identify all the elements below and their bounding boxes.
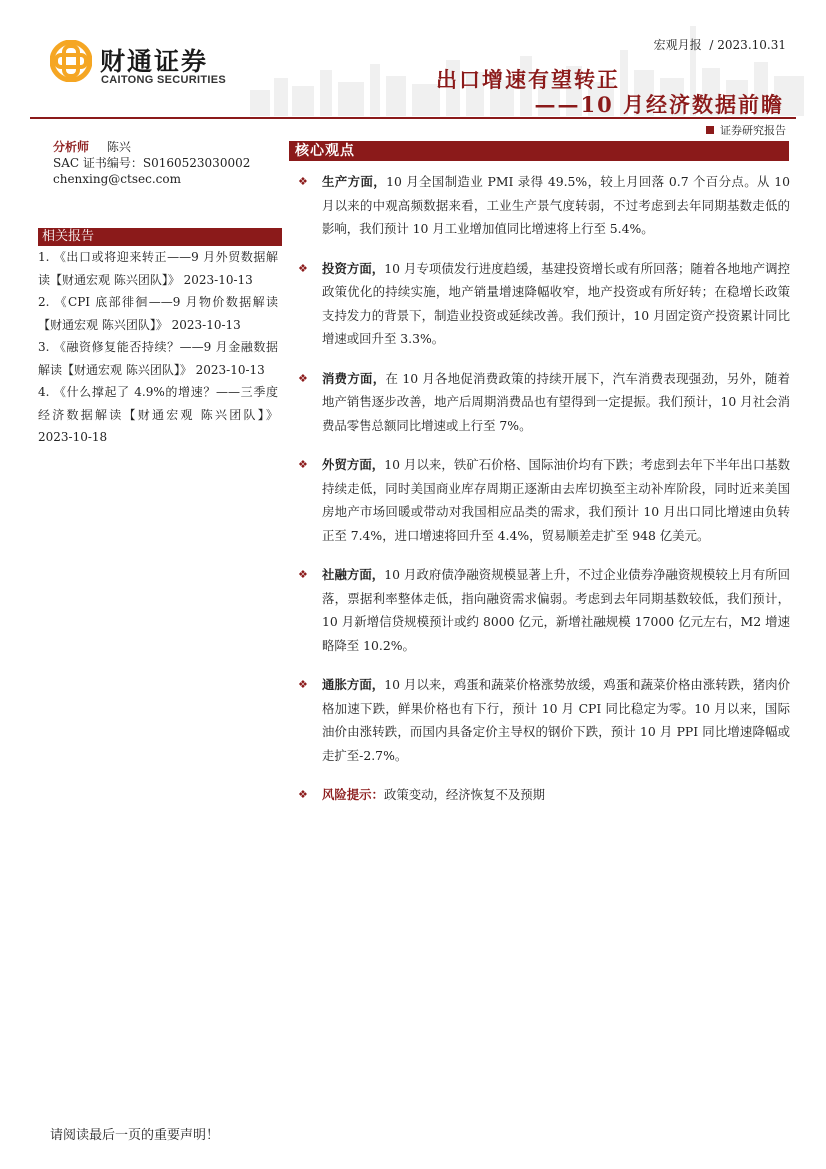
diamond-bullet-icon: ❖ bbox=[298, 568, 308, 581]
diamond-bullet-icon: ❖ bbox=[298, 458, 308, 471]
point-social-financing bbox=[298, 563, 790, 657]
point-consumption bbox=[298, 367, 790, 438]
point-text: 政策变动，经济恢复不及预期 bbox=[383, 787, 546, 802]
point-risk-warning bbox=[298, 783, 790, 807]
point-text: 在 10 月各地促消费政策的持续开展下，汽车消费表现强劲，另外，随着地产销售逐步改善，地产后周期消费品也有望得到一定提振。我们预计，10 月社会消费品零售总额同比增速或上行至 7%。 bbox=[322, 370, 790, 433]
point-investment bbox=[298, 257, 790, 351]
point-heading: 外贸方面， bbox=[322, 457, 385, 472]
point-inflation bbox=[298, 673, 790, 767]
related-reports-list bbox=[38, 246, 278, 449]
point-text: 10 月以来，铁矿石价格、国际油价均有下跌；考虑到去年下半年出口基数持续走低，同时美国商业库存周期正逐渐由去库切换至主动补库阶段，同时近来美国房地产市场回暖或带动对我国相应品类的需求，我们预计 10 月出口同比增速由负转正至 7.4%，进口增速将回升至 4.4%，贸易顺差走扩至 948 亿美元。 bbox=[322, 457, 790, 543]
logo-english-name: CAITONG SECURITIES bbox=[101, 74, 226, 86]
core-view-points bbox=[298, 170, 790, 807]
related-reports-heading: 相关报告 bbox=[38, 228, 282, 246]
point-text: 10 月全国制造业 PMI 录得 49.5%，较上月回落 0.7 个百分点。从 10 月以来的中观高频数据来看，工业生产景气度转弱，不过考虑到去年同期基数走低的影响，我们预计 10 月工业增加值同比增速将上行至 5.4%。 bbox=[322, 174, 791, 236]
point-production bbox=[298, 170, 790, 241]
point-heading: 消费方面， bbox=[322, 370, 386, 386]
related-report-item[interactable]: 2. 《CPI 底部徘徊——9 月物价数据解读【财通宏观 陈兴团队】》 2023-10-13 bbox=[38, 295, 278, 332]
caitong-logo-icon bbox=[50, 40, 92, 82]
header-divider bbox=[30, 117, 796, 119]
footer-disclaimer-notice: 请阅读最后一页的重要声明！ bbox=[50, 1128, 220, 1143]
point-heading: 通胀方面， bbox=[322, 677, 385, 692]
analyst-email[interactable]: chenxing@ctsec.com bbox=[53, 172, 181, 186]
point-text: 10 月专项债发行进度趋缓，基建投资增长或有所回落；随着各地地产调控政策优化的持续实施，地产销量增速降幅收窄，地产投资或有所好转；在稳增长政策支持发力的背景下，制造业投资或延续改善。我们预计，10 月固定资产投资累计同比增速或回升至 3.3%。 bbox=[322, 260, 790, 346]
analyst-name: 陈兴 bbox=[106, 140, 131, 154]
report-type-date bbox=[650, 36, 786, 53]
diamond-bullet-icon: ❖ bbox=[298, 788, 308, 801]
logo-chinese-name: 财通证券 bbox=[100, 47, 209, 76]
point-foreign-trade bbox=[298, 453, 790, 547]
analyst-label: 分析师 bbox=[53, 140, 90, 154]
point-heading: 社融方面， bbox=[322, 567, 385, 582]
point-text: 10 月以来，鸡蛋和蔬菜价格涨势放缓，鸡蛋和蔬菜价格由涨转跌，猪肉价格加速下跌，鲜果价格也有下行，预计 10 月 CPI 同比稳定为零。10 月以来，国际油价由涨转跌，而国内具备定价主导权的钢价下跌，预计 10 月 PPI 同比增速降幅或走扩至-2.7%。 bbox=[322, 677, 790, 763]
report-date: / 2023.10.31 bbox=[709, 38, 786, 52]
diamond-bullet-icon: ❖ bbox=[298, 371, 308, 385]
diamond-bullet-icon: ❖ bbox=[298, 261, 308, 275]
related-report-item[interactable]: 1. 《出口或将迎来转正——9 月外贸数据解读【财通宏观 陈兴团队】》 2023-10-13 bbox=[38, 250, 278, 287]
document-classification-label: 证券研究报告 bbox=[720, 124, 786, 137]
point-heading: 风险提示： bbox=[322, 787, 384, 802]
report-subtitle: ——10 月经济数据前瞻 bbox=[534, 92, 784, 117]
point-text: 10 月政府债净融资规模显著上升，不过企业债券净融资规模较上月有所回落，票据利率整体走低，指向融资需求偏弱。考虑到去年同期基数较低，我们预计，10 月新增信贷规模预计或约 8000 亿元，新增社融规模 17000 亿元左右，M2 增速略降至 10.2%。 bbox=[322, 567, 790, 653]
analyst-sac-number: SAC 证书编号：S0160523030002 bbox=[53, 156, 251, 170]
diamond-bullet-icon: ❖ bbox=[298, 678, 308, 691]
core-view-heading: 核心观点 bbox=[289, 141, 789, 161]
report-type: 宏观月报 bbox=[653, 38, 702, 52]
point-heading: 生产方面， bbox=[322, 174, 387, 189]
diamond-bullet-icon: ❖ bbox=[298, 175, 308, 188]
document-classification bbox=[706, 122, 786, 138]
related-report-item[interactable]: 4. 《什么撑起了 4.9%的增速？——三季度经济数据解读【财通宏观 陈兴团队】》 2023-10-18 bbox=[38, 385, 278, 444]
analyst-info bbox=[53, 139, 283, 187]
related-report-item[interactable]: 3. 《融资修复能否持续？——9 月金融数据解读【财通宏观 陈兴团队】》 2023-10-13 bbox=[38, 340, 278, 377]
report-title: 出口增速有望转正 bbox=[436, 67, 620, 92]
company-logo bbox=[50, 40, 250, 90]
point-heading: 投资方面， bbox=[322, 260, 385, 276]
square-bullet-icon bbox=[706, 126, 714, 134]
